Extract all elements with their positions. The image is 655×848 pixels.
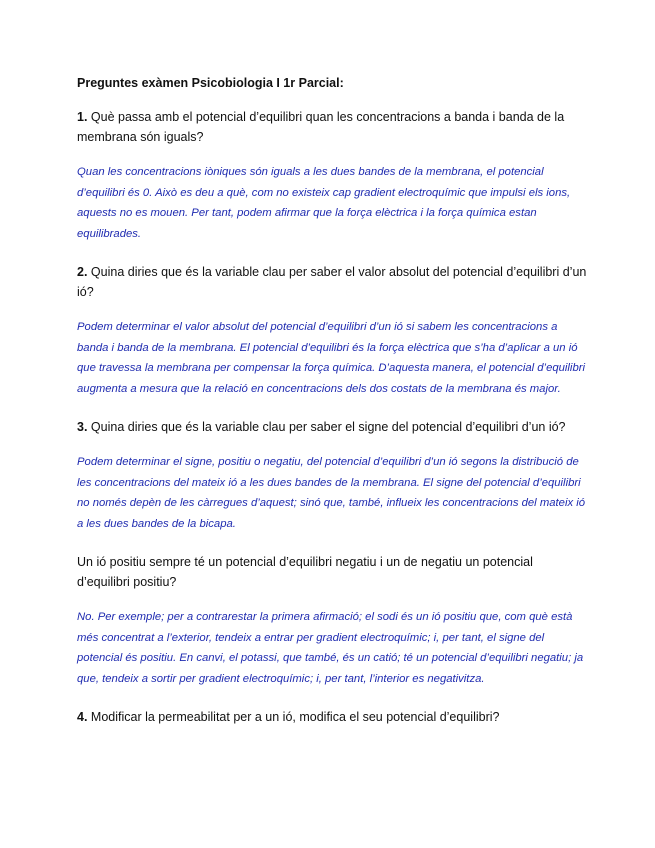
question-number: 2. bbox=[77, 265, 88, 279]
answer-2: Podem determinar el valor absolut del potencial d’equilibri d’un ió si sabem les concentracions a banda i banda de la membrana. El potencial d’equilibri és la força elèctrica que s’ha d’aplicar a un ió que travessa la membrana per compensar la força química. D’aquesta manera, el potencial d’equilibri augmenta a mesura que la relació en concentracions dels dos costats de la membrana és major. bbox=[77, 321, 585, 395]
question-text: Modificar la permeabilitat per a un ió, modifica el seu potencial d’equilibri? bbox=[87, 710, 500, 724]
question-text: Quina diries que és la variable clau per saber el signe del potencial d’equilibri d’un ió? bbox=[87, 420, 566, 434]
answer-3: Podem determinar el signe, positiu o negatiu, del potencial d’equilibri d’un ió segons la distribució de les concentracions del mateix ió a les dues bandes de la membrana. El signe del potencial d’equilibri no només depèn de les càrregues d’aquest; sinó que, també, influeix les concentracions del mateix ió a les dues bandes de la bicapa. bbox=[77, 456, 586, 530]
question-number: 4. bbox=[77, 710, 88, 724]
document-title: Preguntes exàmen Psicobiologia I 1r Parcial: bbox=[77, 76, 344, 90]
question-4 bbox=[77, 707, 587, 727]
answer-extra: No. Per exemple; per a contrarestar la primera afirmació; el sodi és un ió positiu que, com què està més concentrat a l’exterior, tendeix a entrar per gradient electroquímic; i, per tant, el signe del potencial és positiu. En canvi, el potassi, que també, és un catió; té un potencial d’equilibri negatiu; ja que, tendeix a sortir per gradient electroquímic; i, per tant, l’interior es negativitza. bbox=[77, 611, 584, 685]
question-number: 1. bbox=[77, 110, 88, 124]
question-number: 3. bbox=[77, 420, 88, 434]
answer-1: Quan les concentracions iòniques són iguals a les dues bandes de la membrana, el potencial d’equilibri és 0. Això es deu a què, com no existeix cap gradient electroquímic que impulsi els ions, aquests no es mouen. Per tant, podem afirmar que la força elèctrica i la força química estan equilibrades. bbox=[77, 166, 571, 240]
document-body bbox=[77, 76, 587, 742]
question-text: Un ió positiu sempre té un potencial d’equilibri negatiu i un de negatiu un potencial d’equilibri positiu? bbox=[77, 555, 533, 589]
question-text: Què passa amb el potencial d’equilibri quan les concentracions a banda i banda de la membrana són iguals? bbox=[77, 110, 565, 144]
question-2 bbox=[77, 262, 587, 302]
question-1 bbox=[77, 107, 587, 147]
question-3 bbox=[77, 417, 587, 437]
question-text: Quina diries que és la variable clau per saber el valor absolut del potencial d’equilibri d’un ió? bbox=[77, 265, 587, 299]
question-extra bbox=[77, 552, 587, 592]
